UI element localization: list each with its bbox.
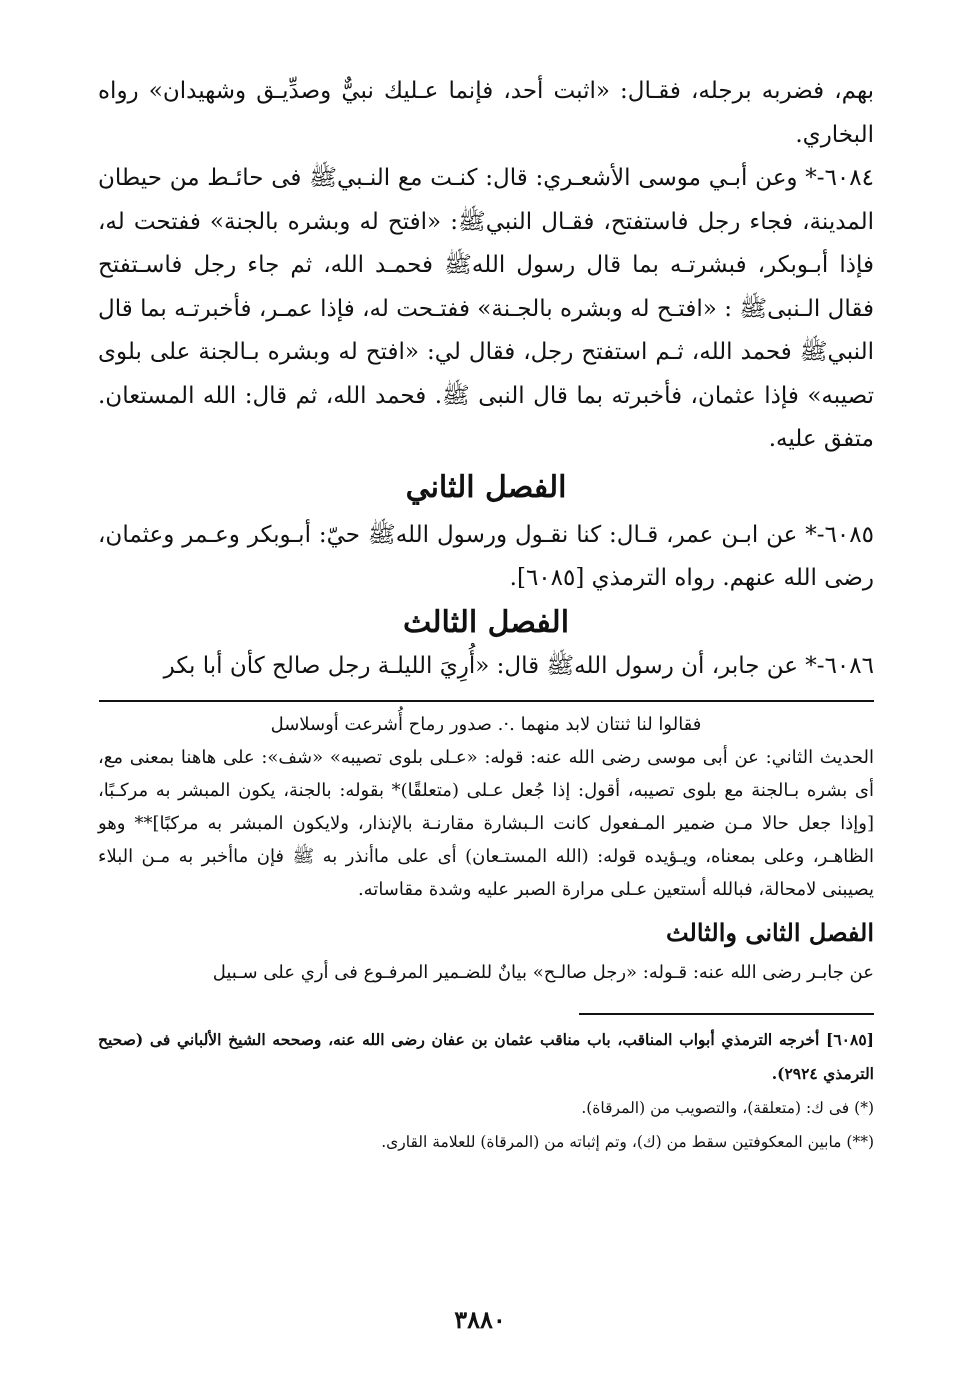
commentary-paragraph: الحديث الثاني: عن أبى موسى رضى الله عنه: قوله: «عـلى بلوى تصيبه» «شف»: على هاهنا بمعنى مع، أى بشره بـالجنة مع بلوى تصيبه، أقول: إذا جُعل عـلى (متعلقًا)* بقوله: بالجنة، يكون المبشر به مركـبًا، [وإذا جعل حالا مـن ضمير المـفعول كانت الـبشارة مقارنـة بالإنذار، ولايكون المبشر به مركبًا]** وهو الظاهـر، وعلى بمعناه، ويـؤيده قوله: (الله المستـعان) أى على ماأنذر به ﷺ فإن ماأخبر به مـن البلاء يصيبنى لامحالة، فبالله أستعين عـلى مرارة الصبر عليه وشدة مقاساته. bbox=[98, 747, 874, 900]
hadith-6084: ٦٠٨٤-* وعن أبـي موسى الأشعـري: قال: كنـت مع النـبيﷺ فى حائـط من حيطان المدينة، فجاء رجل فاستفتح، فقـال النبيﷺ: «افتح له وبشره بالجنة» ففتحت له، فإذا أبـوبكر، فبشرتـه بما قال رسول اللهﷺ فحمـد الله، ثم جاء رجل فاسـتفتح فقال الـنبىﷺ : «افتـح له وبشره بالجـنة» ففتـحت له، فإذا عمـر، فأخبرتـه بما قال النبيﷺ فحمد الله، ثـم استفتح رجل، فقال لي: «افتح له وبشره بـالجنة على بلوى تصيبه» فإذا عثمان، فأخبرته بما قال النبى ﷺ. فحمد الله، ثم قال: الله المستعان. متفق عليه. bbox=[98, 165, 874, 452]
footnote-6085: [٦٠٨٥] أخرجه الترمذي أبواب المناقب، باب مناقب عثمان بن عفان رضى الله عنه، وصححه الشيخ الألباني فى (صحيح الترمذي ٢٩٢٤). bbox=[98, 1030, 874, 1083]
section-heading-second: الفصل الثاني bbox=[405, 469, 567, 505]
page-body bbox=[98, 70, 874, 1159]
footnotes bbox=[98, 1023, 874, 1159]
main-text bbox=[98, 70, 874, 688]
hadith-6085: ٦٠٨٥-* عن ابـن عمر، قـال: كنا نقـول ورسول اللهﷺ حيّ: أبـوبكر وعـمر وعثمان، رضى الله عنهم. رواه الترمذي [٦٠٨٥]. bbox=[98, 521, 874, 591]
hadith-6083-ending: بهم، فضربه برجله، فقـال: «اثبت أحد، فإنما عـليك نبيٌّ وصدِّيـق وشهيدان» رواه البخاري. bbox=[98, 78, 874, 148]
page-number: ٣٨٨٠ bbox=[454, 1305, 506, 1334]
commentary bbox=[98, 708, 874, 989]
commentary-verse: فقالوا لنا ثنتان لابد منهما .·. صدور رماح أُشرعت أوسلاسل bbox=[270, 714, 702, 735]
footnote-asterisk: (*) فى ك: (متعلقة)، والتصويب من (المرقاة). bbox=[581, 1099, 874, 1117]
commentary-subheading: الفصل الثانى والثالث bbox=[665, 918, 874, 947]
footnote-double-asterisk: (**) مابين المعكوفتين سقط من (ك)، وتم إثباته من (المرقاة) للعلامة القارى. bbox=[381, 1133, 874, 1151]
hadith-6086: ٦٠٨٦-* عن جابر، أن رسول اللهﷺ قال: «أُرِيَ الليلـة رجل صالح كأن أبا بكر bbox=[163, 652, 874, 679]
section-heading-third: الفصل الثالث bbox=[402, 604, 570, 640]
commentary-divider bbox=[99, 700, 874, 702]
footnote-divider bbox=[579, 1013, 874, 1015]
commentary-last-line: عن جابـر رضى الله عنه: قـوله: «رجل صالـح» بيانٌ للضـمير المرفـوع فى أري على سـبيل bbox=[212, 962, 874, 983]
